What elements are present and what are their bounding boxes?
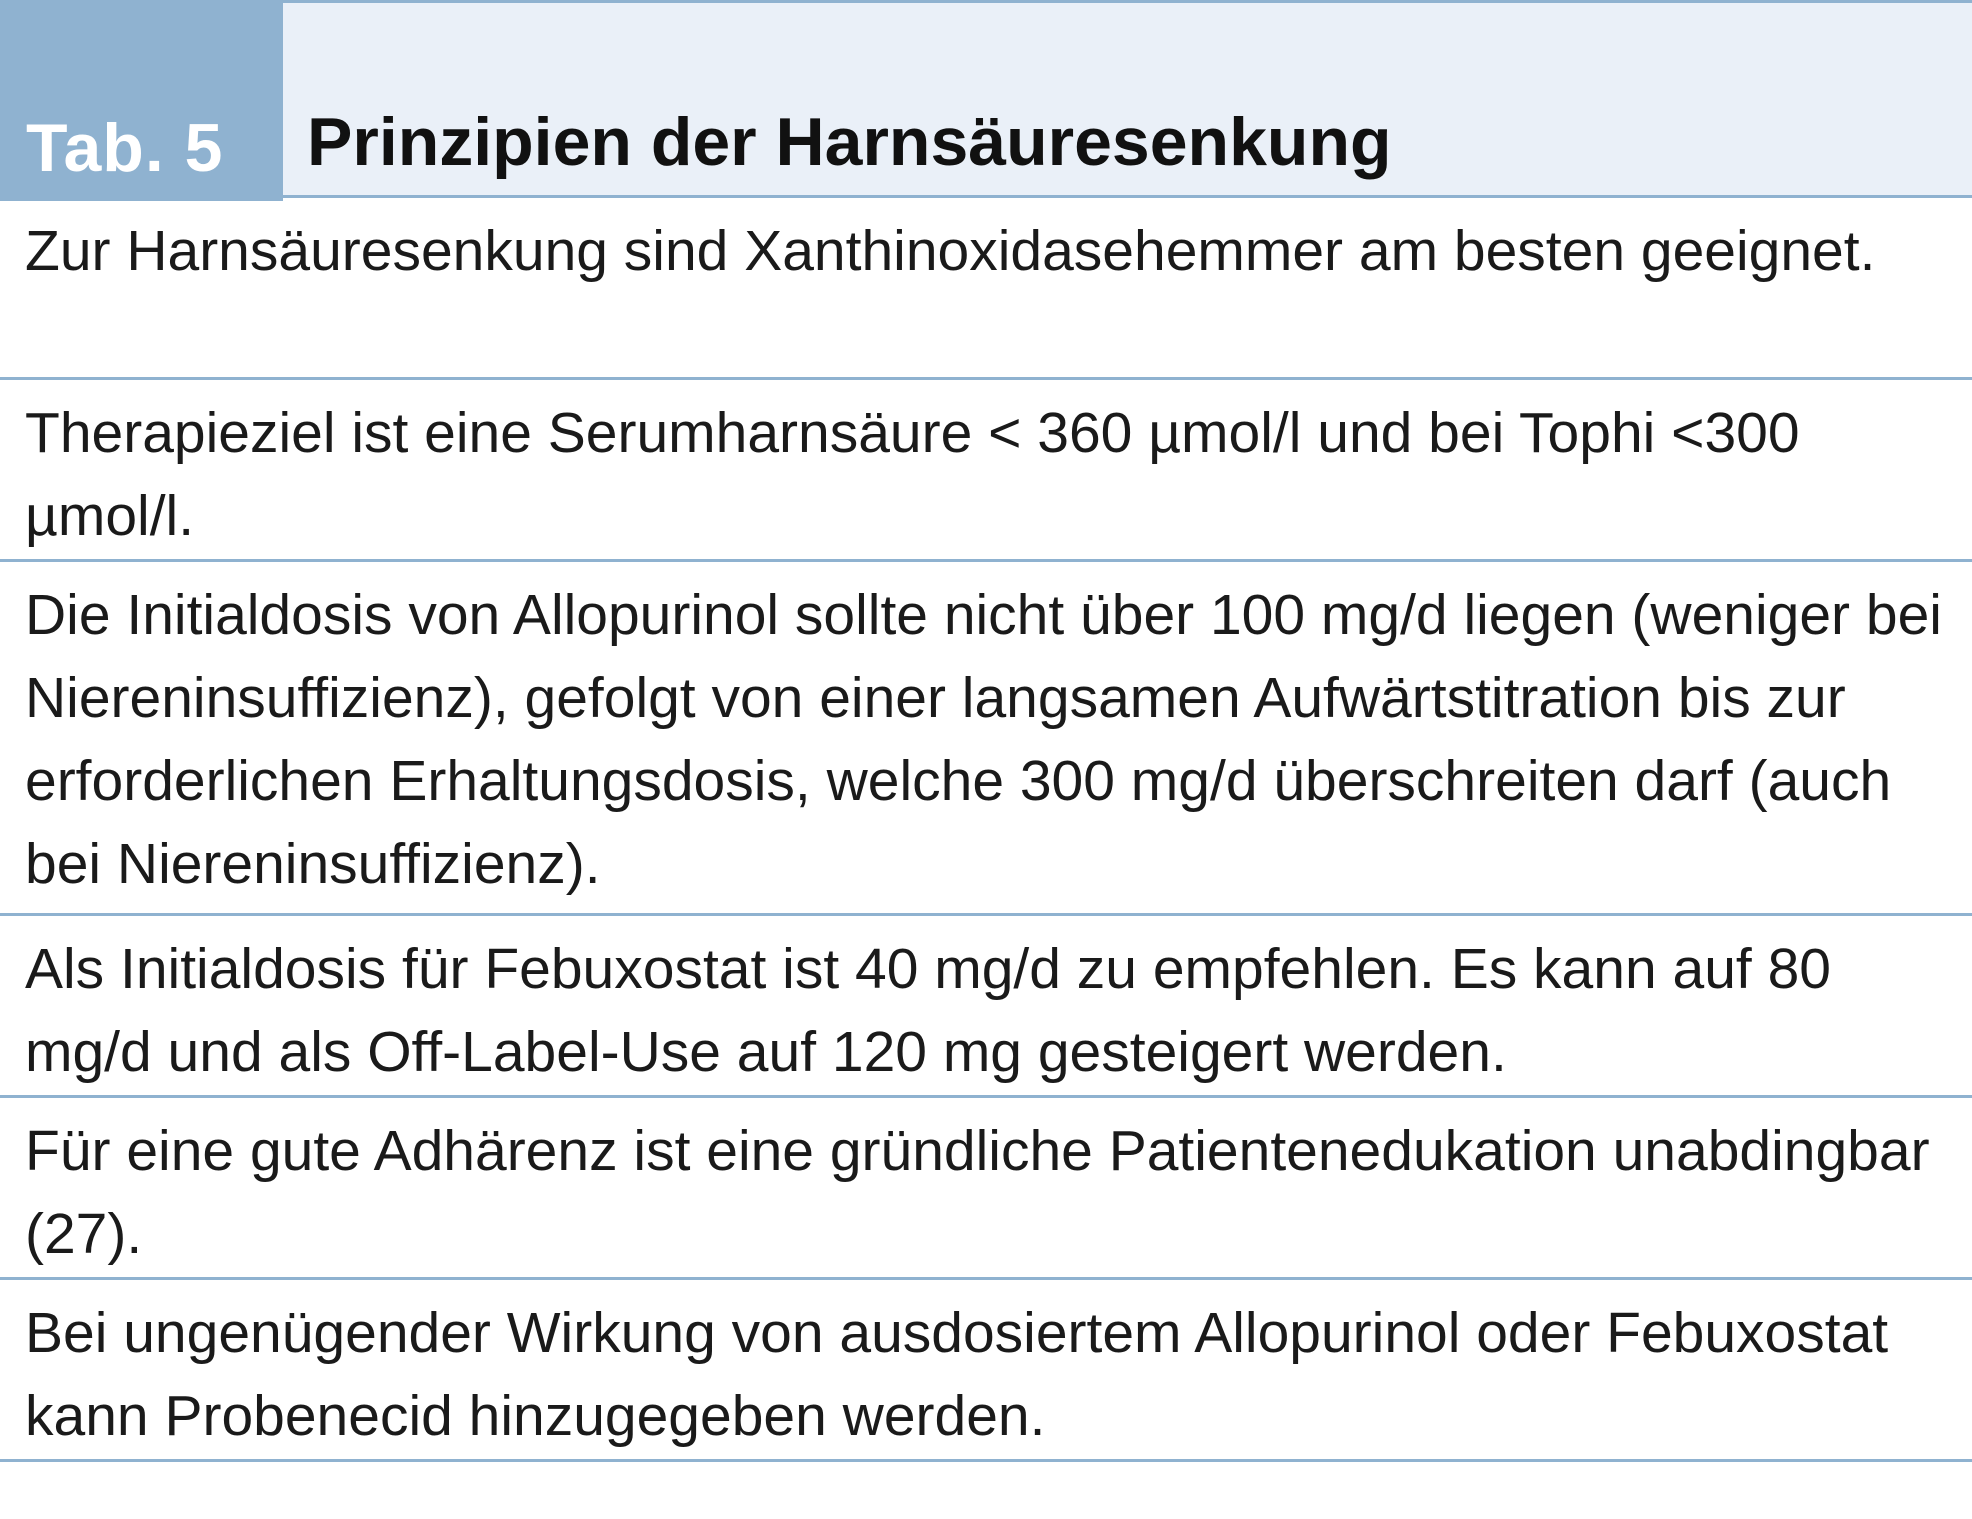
table-rows bbox=[0, 198, 1972, 1462]
table-title: Prinzipien der Harnsäuresenkung bbox=[307, 104, 1392, 180]
table-label: Tab. 5 bbox=[26, 110, 224, 186]
table-row: Bei ungenügender Wirkung von ausdosiertem Allopurinol oder Febuxostat kann Probenecid hinzugegeben werden. bbox=[0, 1280, 1972, 1462]
table-row: Die Initialdosis von Allopurinol sollte nicht über 100 mg/d liegen (weniger bei Niereninsuffizienz), gefolgt von einer langsamen Aufwärtstitration bis zur erforderlichen Erhaltungsdosis, welche 300 mg/d überschreiten darf (auch bei Niereninsuffizienz). bbox=[0, 562, 1972, 916]
table-row: Für eine gute Adhärenz ist eine gründliche Patientenedukation unabdingbar (27). bbox=[0, 1098, 1972, 1280]
table-row: Zur Harnsäuresenkung sind Xanthinoxidasehemmer am besten geeignet. bbox=[0, 198, 1972, 380]
table-row: Als Initialdosis für Febuxostat ist 40 mg/d zu empfehlen. Es kann auf 80 mg/d und als Off-Label-Use auf 120 mg gesteigert werden. bbox=[0, 916, 1972, 1098]
table-label-box bbox=[0, 0, 283, 201]
table-row: Therapieziel ist eine Serumharnsäure < 360 µmol/l und bei Tophi <300 µmol/l. bbox=[0, 380, 1972, 562]
table-header bbox=[0, 0, 1972, 198]
